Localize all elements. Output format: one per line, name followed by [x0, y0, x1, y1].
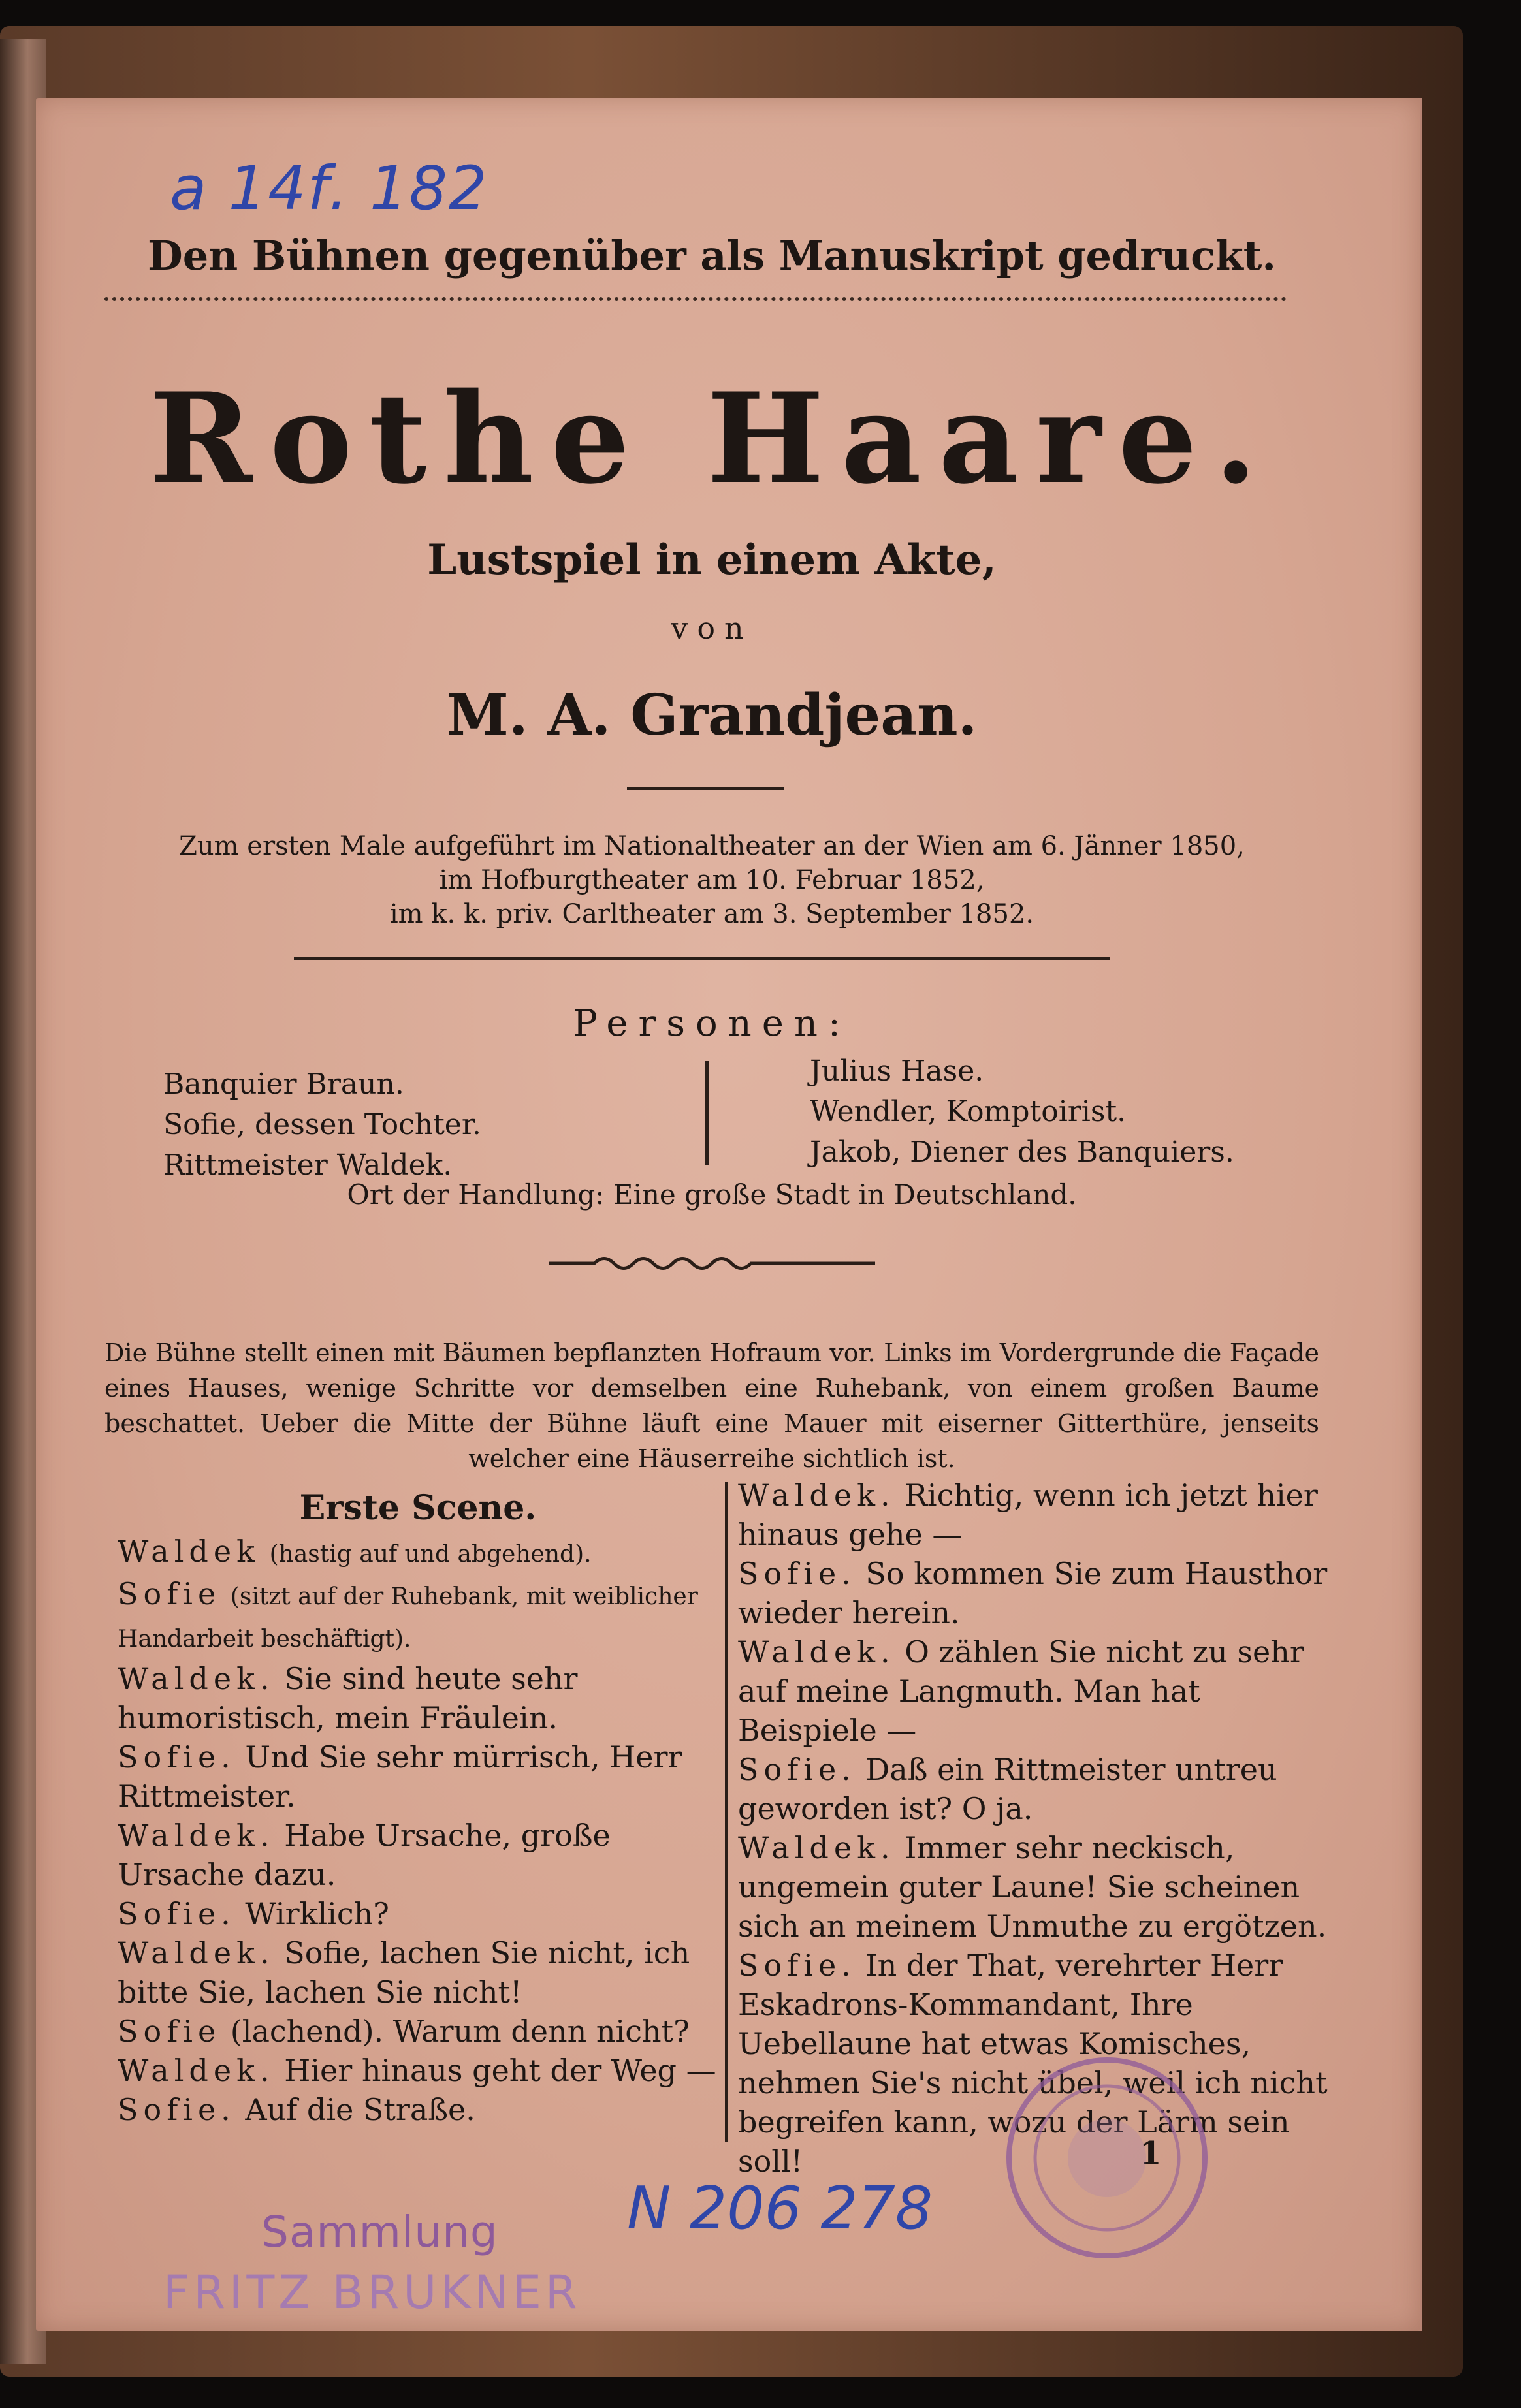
line-text: Immer sehr neckisch, ungemein guter Laune! Sie scheinen sich an meinem Unmuthe zu ergötzen.	[738, 1830, 1327, 1944]
stage-direction: Die Bühne stellt einen mit Bäumen bepflanzten Hofraum vor. Links im Vordergrunde die Façade eines Hauses, wenige Schritte vor demselben eine Ruhebank, von einem großen Baume beschattet. Ueber die Mitte der Bühne läuft eine Mauer mit eiserner Gitterthüre, jenseits welcher eine Häuserreihe sichtlich ist.	[104, 1339, 1319, 1473]
line-text: Habe Ursache, große Ursache dazu.	[118, 1818, 611, 1892]
handwritten-call-number: a 14f. 182	[170, 153, 488, 223]
short-divider	[627, 787, 784, 790]
page-number: 1	[1140, 2135, 1162, 2172]
cast-list-left	[163, 1064, 481, 1186]
speaker: Waldek.	[738, 1478, 895, 1513]
speaker: Sofie	[118, 2014, 221, 2049]
long-divider	[294, 957, 1110, 960]
cast-member: Sofie, dessen Tochter.	[163, 1108, 482, 1141]
speaker: Sofie.	[118, 2092, 236, 2127]
speaker: Waldek	[118, 1534, 260, 1569]
premiere-line: im Hofburgtheater am 10. Februar 1852,	[439, 865, 985, 895]
line-text: Hier hinaus geht der Weg —	[284, 2053, 716, 2088]
line-text: So kommen Sie zum Hausthor wieder herein.	[738, 1556, 1328, 1630]
speaker: Sofie.	[738, 1948, 856, 1983]
by-line: von	[671, 610, 753, 646]
cast-member: Wendler, Komptoirist.	[810, 1095, 1127, 1128]
dotted-divider	[104, 297, 1287, 301]
line-text: (sitzt auf der Ruhebank, mit weiblicher Handarbeit beschäftigt).	[118, 1583, 698, 1653]
collection-stamp-line1: Sammlung	[261, 2207, 498, 2257]
line-text: Und Sie sehr mürrisch, Herr Rittmeister.	[118, 1739, 682, 1814]
cast-member: Banquier Braun.	[163, 1068, 404, 1101]
dialogue-line	[738, 1476, 1339, 1554]
line-text: (lachend). Warum denn nicht?	[230, 2014, 690, 2049]
speaker: Waldek.	[118, 1818, 275, 1853]
dialogue-line	[118, 1933, 718, 2012]
premiere-info	[150, 829, 1273, 931]
column-divider	[725, 1482, 728, 2142]
dialogue-line	[738, 1828, 1339, 1946]
line-text: Richtig, wenn ich jetzt hier hinaus gehe —	[738, 1478, 1318, 1552]
dialogue-line	[118, 1659, 718, 1737]
dialogue-line	[738, 1750, 1339, 1828]
line-text: Wirklich?	[245, 1896, 389, 1931]
dialogue-line	[118, 1816, 718, 1894]
line-text: Daß ein Rittmeister untreu geworden ist? O ja.	[738, 1752, 1277, 1826]
collection-stamp-line2: FRITZ BRUKNER	[163, 2266, 581, 2319]
handwritten-inventory-number: N 206 278	[627, 2174, 933, 2243]
dialogue-line	[118, 2051, 718, 2090]
scene-heading: Erste Scene.	[299, 1488, 537, 1528]
speaker: Sofie.	[118, 1896, 236, 1931]
speaker: Waldek.	[118, 1935, 275, 1971]
dialogue-line	[118, 1894, 718, 1933]
ornamental-flourish	[542, 1250, 882, 1276]
play-title: Rothe Haare.	[149, 366, 1275, 511]
line-text: Sofie, lachen Sie nicht, ich bitte Sie, lachen Sie nicht!	[118, 1935, 690, 2010]
play-subtitle: Lustspiel in einem Akte,	[427, 535, 997, 584]
speaker: Sofie	[118, 1576, 221, 1611]
premiere-line: im k. k. priv. Carltheater am 3. September 1852.	[389, 899, 1034, 929]
line-text: (hastig auf und abgehend).	[269, 1541, 592, 1568]
line-text: In der That, verehrter Herr Eskadrons-Kommandant, Ihre Uebellaune hat etwas Komisches, nehmen Sie's nicht übel, weil ich nicht begreifen kann, wozu der Lärm sein soll!	[738, 1948, 1328, 2179]
cast-divider	[705, 1061, 709, 1165]
line-text: O zählen Sie nicht zu sehr auf meine Langmuth. Man hat Beispiele —	[738, 1634, 1304, 1748]
speaker: Waldek.	[118, 1661, 275, 1696]
speaker: Sofie.	[738, 1752, 856, 1787]
speaker: Waldek.	[738, 1634, 895, 1670]
author-name: M. A. Grandjean.	[446, 682, 978, 748]
dialogue-line	[118, 1737, 718, 1816]
speaker: Waldek.	[738, 1830, 895, 1865]
speaker: Sofie.	[738, 1556, 856, 1591]
line-text: Sie sind heute sehr humoristisch, mein Fräulein.	[118, 1661, 578, 1735]
premiere-line: Zum ersten Male aufgeführt im Nationaltheater an der Wien am 6. Jänner 1850,	[179, 831, 1245, 861]
cast-member: Julius Hase.	[810, 1054, 984, 1088]
line-text: Auf die Straße.	[245, 2092, 475, 2127]
dialogue-line	[118, 1574, 718, 1659]
library-round-stamp	[999, 2050, 1215, 2266]
cast-heading: Personen:	[573, 1002, 851, 1045]
dialogue-line	[118, 2090, 718, 2129]
dialogue-line	[118, 1532, 718, 1574]
dialogue-column-left	[118, 1489, 718, 2129]
cast-member: Jakob, Diener des Banquiers.	[810, 1135, 1234, 1169]
cast-list-right	[810, 1051, 1234, 1173]
dialogue-line	[738, 1554, 1339, 1632]
dialogue-line	[738, 1632, 1339, 1750]
setting-location: Ort der Handlung: Eine große Stadt in Deutschland.	[347, 1179, 1077, 1211]
manuscript-notice: Den Bühnen gegenüber als Manuskript gedruckt.	[147, 232, 1277, 279]
speaker: Waldek.	[118, 2053, 275, 2088]
cast-member: Rittmeister Waldek.	[163, 1149, 453, 1182]
speaker: Sofie.	[118, 1739, 236, 1775]
dialogue-line	[118, 2012, 718, 2051]
